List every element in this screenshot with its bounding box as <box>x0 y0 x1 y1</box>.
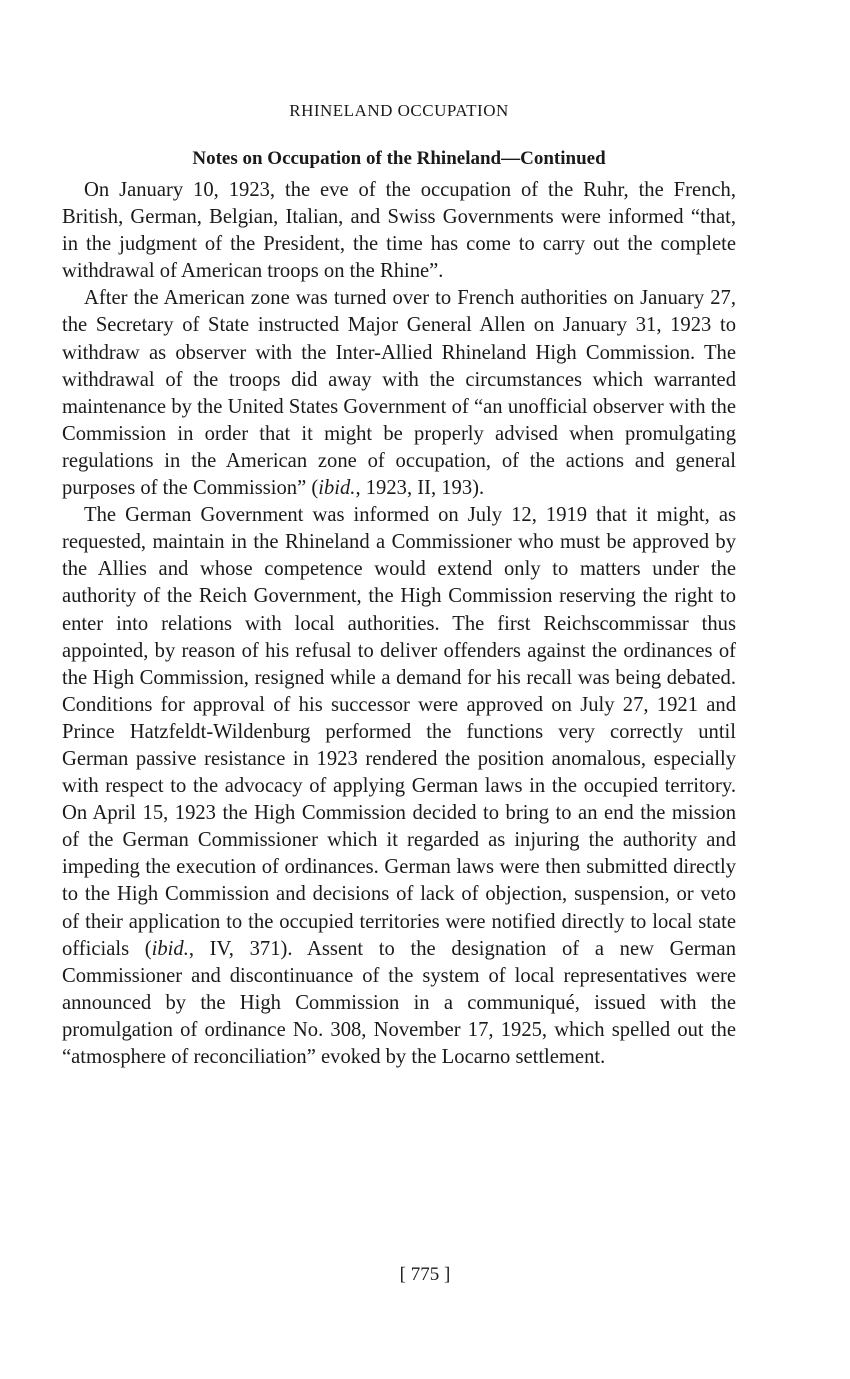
page-number: [ 775 ] <box>399 1264 451 1285</box>
running-head: RHINELAND OCCUPATION <box>289 101 509 120</box>
citation-ibid: ibid. <box>318 477 356 500</box>
paragraph-ruhr-withdrawal: On January 10, 1923, the eve of the occupation of the Ruhr, the French, British, German, Belgian, Italian, and Swiss Governments were informed “that, in the judgment of the President, the time has come to carry out the complete withdrawal of American troops on the Rhine”. <box>62 179 736 283</box>
paragraph-german-commissioner: The German Government was informed on July 12, 1919 that it might, as requested, maintain in the Rhineland a Commissioner who must be approved by the Allies and whose competence would extend only to matters under the authority of the Reich Government, the High Commission reserving the right to enter into relations with local authorities. The first Reichscommissar thus appointed, by reason of his refusal to deliver offenders against the ordinances of the High Commission, resigned while a demand for his recall was being debated. Conditions for approval of his successor were approved on July 27, 1921 and Prince Hatzfeldt-Wildenburg performed the functions very correctly until German passive resistance in 1923 rendered the position anomalous, especially with respect to the advocacy of applying German laws in the occupied territory. On April 15, 1923 the High Commission decided to bring to an end the mission of the German Commissioner which it regarded as injuring the authority and impeding the execution of ordinances. German laws were then submitted directly to the High Commission and decisions of lack of objection, suspension, or veto of their application to the occupied territories were notified directly to local state officials (ibid., IV, 371). Assent to the designation of a new German Commissioner and discontinuance of the system of local representatives were announced by the High Commission in a communiqué, issued with the promulgation of ordinance No. 308, November 17, 1925, which spelled out the “atmosphere of reconciliation” evoked by the Locarno settlement. <box>62 504 736 1068</box>
paragraph-observer-withdrawal: After the American zone was turned over to French authorities on January 27, the Secretary of State instructed Major General Allen on January 31, 1923 to withdraw as observer with the Inter-Allied Rhineland High Commission. The withdrawal of the troops did away with the circumstances which warranted maintenance by the United States Government of “an unofficial observer with the Commission in order that it might be properly advised when promulgating regulations in the American zone of occupation, of the actions and general purposes of the Commission” (ibid., 1923, II, 193). <box>62 287 736 500</box>
citation-ibid: ibid. <box>151 937 189 960</box>
section-title: Notes on Occupation of the Rhineland—Continued <box>192 148 606 169</box>
page-body <box>62 100 736 1071</box>
